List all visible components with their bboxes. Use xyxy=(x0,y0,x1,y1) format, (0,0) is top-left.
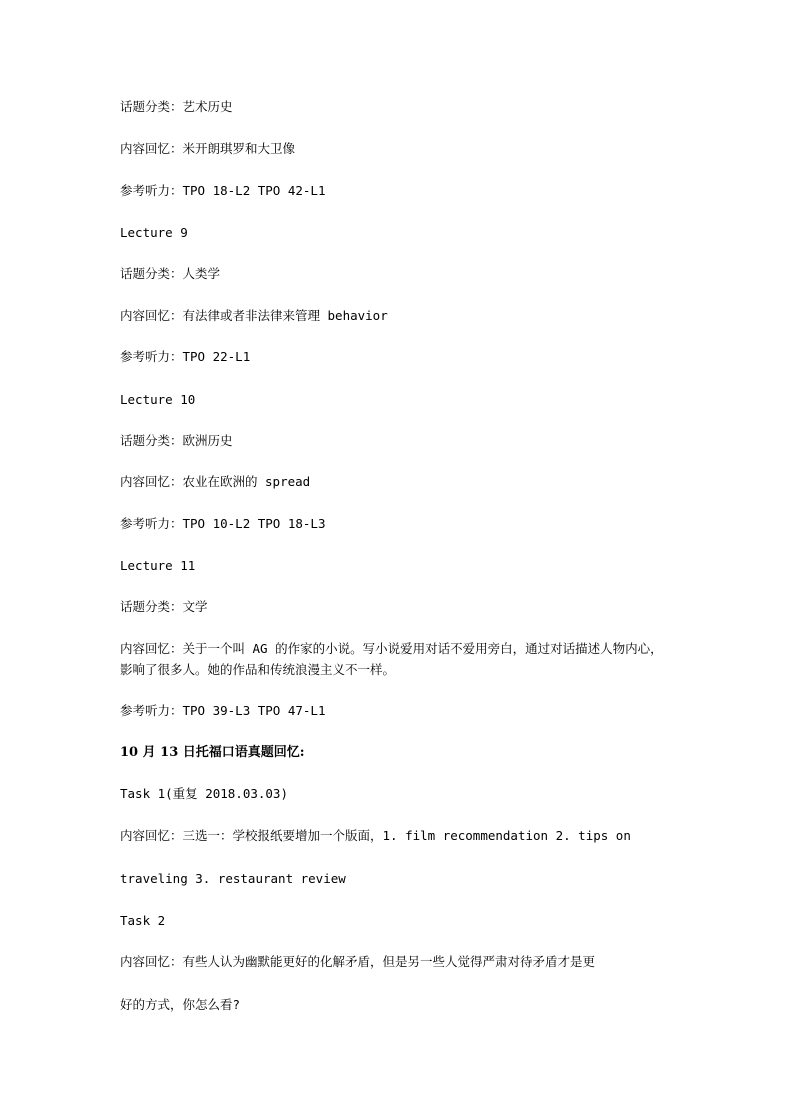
reference-listening-1: 参考听力：TPO 18-L2 TPO 42-L1 xyxy=(120,183,326,198)
content-recall-novel: 内容回忆：关于一个叫 AG 的作家的小说。写小说爱用对话不爱用旁白，通过对话描述人物内心，影响了很多人。她的作品和传统浪漫主义不一样。 xyxy=(120,641,663,677)
lecture-11-title: Lecture 11 xyxy=(120,558,196,573)
reference-listening-2: 参考听力：TPO 22-L1 xyxy=(120,349,251,364)
section-heading-speaking-recall: 10 月 13 日托福口语真题回忆: xyxy=(120,745,305,760)
lecture-10-title: Lecture 10 xyxy=(120,392,196,407)
content-recall-law-behavior: 内容回忆：有法律或者非法律来管理 behavior xyxy=(120,308,388,323)
task-1-content-line-1: 内容回忆：三选一：学校报纸要增加一个版面，1. film recommendation 2. tips on xyxy=(120,828,631,843)
topic-category-literature: 话题分类：文学 xyxy=(120,599,208,614)
content-recall-michelangelo: 内容回忆：米开朗琪罗和大卫像 xyxy=(120,141,296,156)
task-1-title: Task 1(重复 2018.03.03) xyxy=(120,786,288,801)
content-recall-agriculture: 内容回忆：农业在欧洲的 spread xyxy=(120,474,311,489)
topic-category-art-history: 话题分类：艺术历史 xyxy=(120,99,233,114)
topic-category-european-history: 话题分类：欧洲历史 xyxy=(120,433,233,448)
task-1-content-line-2: traveling 3. restaurant review xyxy=(120,871,346,886)
task-2-title: Task 2 xyxy=(120,913,166,928)
reference-listening-3: 参考听力：TPO 10-L2 TPO 18-L3 xyxy=(120,516,326,531)
reference-listening-4: 参考听力：TPO 39-L3 TPO 47-L1 xyxy=(120,703,326,718)
lecture-9-title: Lecture 9 xyxy=(120,225,188,240)
task-2-content-line-1: 内容回忆：有些人认为幽默能更好的化解矛盾，但是另一些人觉得严肃对待矛盾才是更 xyxy=(120,954,596,969)
task-2-content-line-2: 好的方式，你怎么看? xyxy=(120,997,241,1012)
topic-category-anthropology: 话题分类：人类学 xyxy=(120,266,221,281)
